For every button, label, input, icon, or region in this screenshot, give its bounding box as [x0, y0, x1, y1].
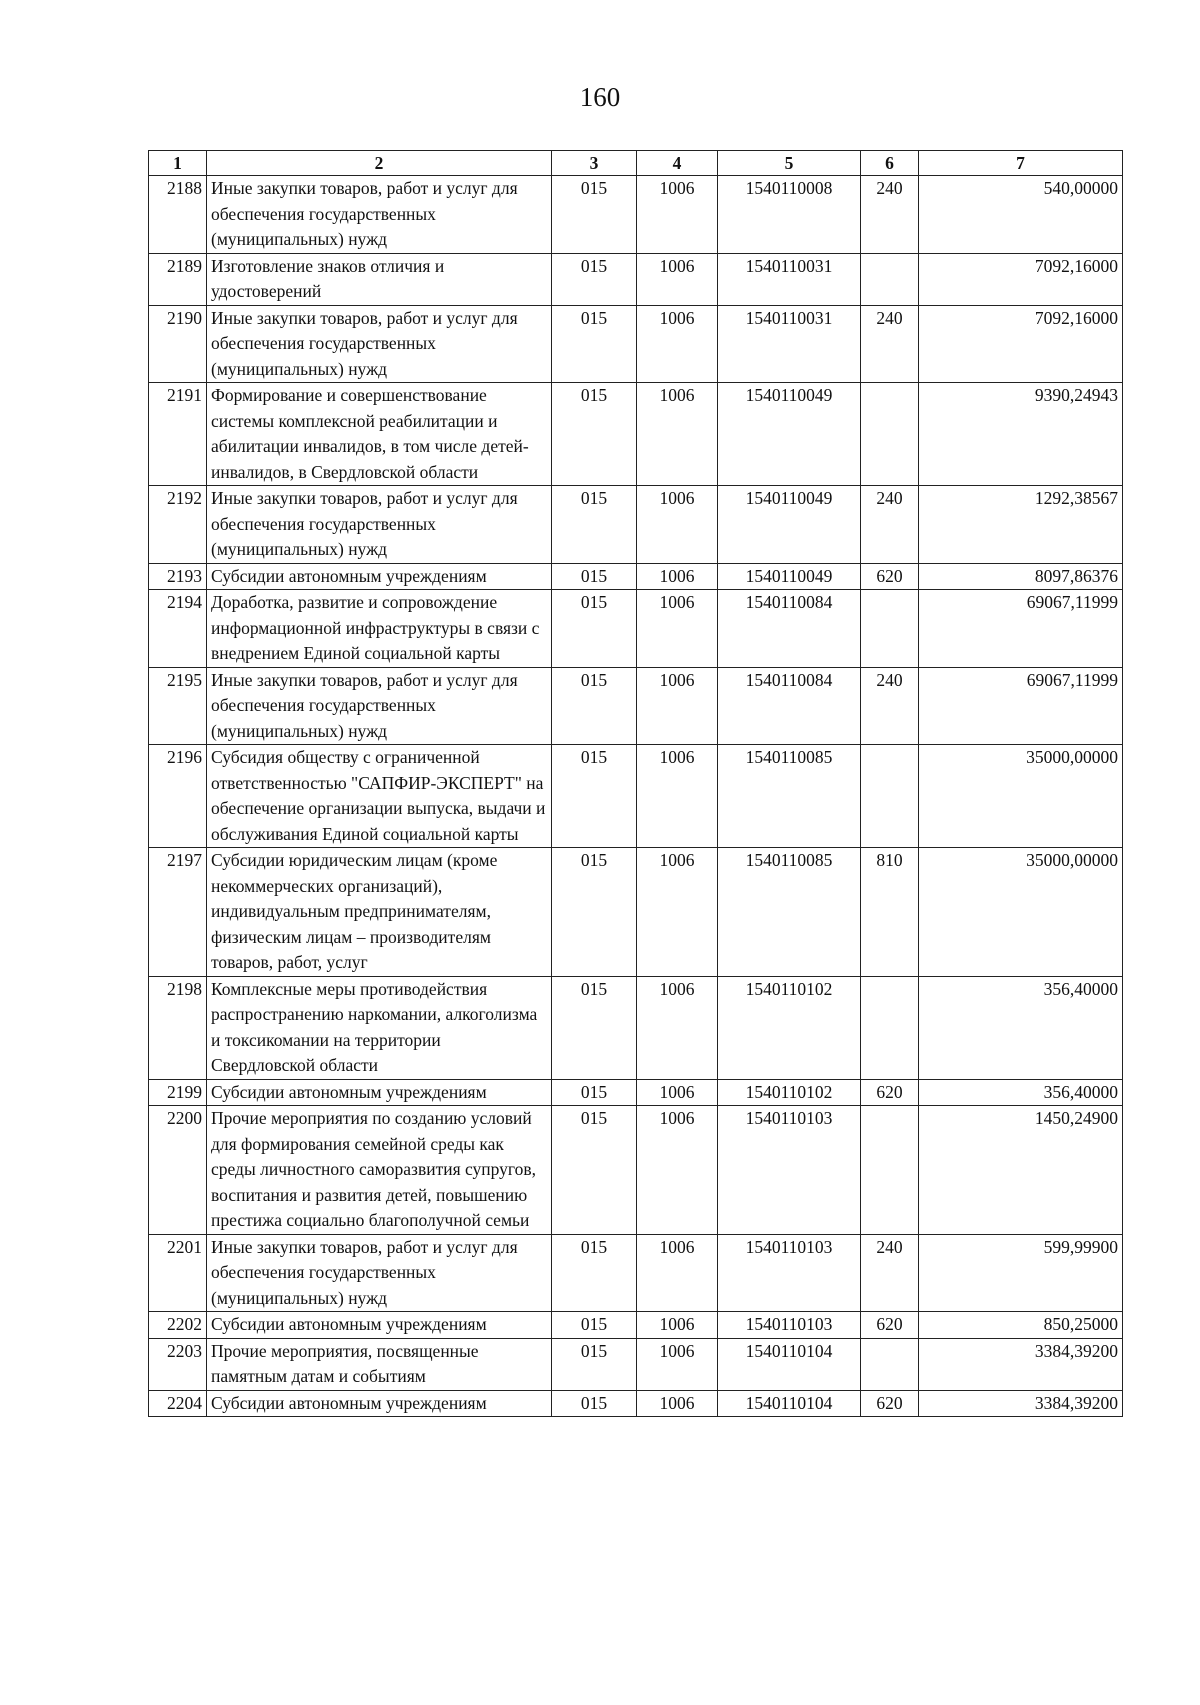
row-col3: 015 — [552, 563, 637, 590]
row-col4: 1006 — [637, 976, 718, 1079]
row-name: Субсидии автономным учреждениям — [207, 1079, 552, 1106]
row-number: 2193 — [149, 563, 207, 590]
row-name: Субсидия обществу с ограниченной ответственностью "САПФИР-ЭКСПЕРТ" на обеспечение организации выпуска, выдачи и обслуживания Единой социальной карты — [207, 745, 552, 848]
row-col6 — [861, 383, 919, 486]
table-row — [149, 486, 1123, 564]
row-name: Иные закупки товаров, работ и услуг для обеспечения государственных (муниципальных) нужд — [207, 1234, 552, 1312]
column-header: 3 — [552, 151, 637, 176]
row-col6: 620 — [861, 1312, 919, 1339]
table-row — [149, 1338, 1123, 1390]
row-col4: 1006 — [637, 745, 718, 848]
row-amount: 850,25000 — [919, 1312, 1123, 1339]
row-col4: 1006 — [637, 486, 718, 564]
column-header: 7 — [919, 151, 1123, 176]
row-col5: 1540110049 — [718, 563, 861, 590]
row-col3: 015 — [552, 745, 637, 848]
row-col4: 1006 — [637, 1234, 718, 1312]
row-col4: 1006 — [637, 667, 718, 745]
row-col5: 1540110031 — [718, 253, 861, 305]
row-col5: 1540110102 — [718, 976, 861, 1079]
row-number: 2201 — [149, 1234, 207, 1312]
table-row — [149, 1312, 1123, 1339]
row-number: 2188 — [149, 176, 207, 254]
table-row — [149, 1106, 1123, 1235]
row-amount: 1292,38567 — [919, 486, 1123, 564]
row-col3: 015 — [552, 486, 637, 564]
row-col4: 1006 — [637, 563, 718, 590]
table-row — [149, 1390, 1123, 1417]
table-row — [149, 848, 1123, 977]
row-col3: 015 — [552, 253, 637, 305]
row-number: 2203 — [149, 1338, 207, 1390]
table-row — [149, 1079, 1123, 1106]
column-header: 2 — [207, 151, 552, 176]
row-col5: 1540110104 — [718, 1338, 861, 1390]
row-name: Иные закупки товаров, работ и услуг для обеспечения государственных (муниципальных) нужд — [207, 176, 552, 254]
row-col4: 1006 — [637, 590, 718, 668]
row-col6 — [861, 590, 919, 668]
row-amount: 3384,39200 — [919, 1390, 1123, 1417]
row-amount: 7092,16000 — [919, 305, 1123, 383]
table-row — [149, 976, 1123, 1079]
row-name: Субсидии автономным учреждениям — [207, 1390, 552, 1417]
row-name: Доработка, развитие и сопровождение информационной инфраструктуры в связи с внедрением Единой социальной карты — [207, 590, 552, 668]
row-number: 2194 — [149, 590, 207, 668]
page-number: 160 — [579, 82, 621, 112]
row-amount: 356,40000 — [919, 976, 1123, 1079]
row-col3: 015 — [552, 1312, 637, 1339]
row-amount: 599,99900 — [919, 1234, 1123, 1312]
row-col6 — [861, 1338, 919, 1390]
row-col6 — [861, 253, 919, 305]
column-header: 6 — [861, 151, 919, 176]
row-col6: 620 — [861, 563, 919, 590]
row-amount: 1450,24900 — [919, 1106, 1123, 1235]
column-header: 1 — [149, 151, 207, 176]
table-body — [149, 176, 1123, 1417]
row-number: 2198 — [149, 976, 207, 1079]
row-col3: 015 — [552, 1106, 637, 1235]
row-amount: 9390,24943 — [919, 383, 1123, 486]
row-amount: 7092,16000 — [919, 253, 1123, 305]
row-name: Комплексные меры противодействия распространению наркомании, алкоголизма и токсикомании на территории Свердловской области — [207, 976, 552, 1079]
row-name: Субсидии автономным учреждениям — [207, 563, 552, 590]
row-amount: 540,00000 — [919, 176, 1123, 254]
row-col5: 1540110085 — [718, 848, 861, 977]
column-header: 5 — [718, 151, 861, 176]
budget-table — [148, 150, 1123, 1417]
table-row — [149, 176, 1123, 254]
row-amount: 69067,11999 — [919, 667, 1123, 745]
table-row — [149, 590, 1123, 668]
table-row — [149, 745, 1123, 848]
row-col3: 015 — [552, 590, 637, 668]
row-col3: 015 — [552, 383, 637, 486]
row-amount: 35000,00000 — [919, 848, 1123, 977]
table-row — [149, 253, 1123, 305]
row-col6 — [861, 745, 919, 848]
table-row — [149, 1234, 1123, 1312]
row-number: 2190 — [149, 305, 207, 383]
row-col6: 240 — [861, 667, 919, 745]
row-col3: 015 — [552, 1079, 637, 1106]
row-col6: 240 — [861, 1234, 919, 1312]
row-col5: 1540110085 — [718, 745, 861, 848]
row-name: Прочие мероприятия по созданию условий для формирования семейной среды как среды личностного саморазвития супругов, воспитания и развития детей, повышению престижа социально благополучной семьи — [207, 1106, 552, 1235]
table-row — [149, 667, 1123, 745]
row-col4: 1006 — [637, 1312, 718, 1339]
row-amount: 35000,00000 — [919, 745, 1123, 848]
row-col3: 015 — [552, 1338, 637, 1390]
row-amount: 8097,86376 — [919, 563, 1123, 590]
row-col5: 1540110104 — [718, 1390, 861, 1417]
row-col6: 240 — [861, 176, 919, 254]
column-header: 4 — [637, 151, 718, 176]
row-col6 — [861, 1106, 919, 1235]
row-col6: 240 — [861, 305, 919, 383]
row-col4: 1006 — [637, 305, 718, 383]
row-number: 2195 — [149, 667, 207, 745]
row-name: Изготовление знаков отличия и удостоверений — [207, 253, 552, 305]
row-col4: 1006 — [637, 176, 718, 254]
row-col5: 1540110103 — [718, 1234, 861, 1312]
row-number: 2202 — [149, 1312, 207, 1339]
row-col3: 015 — [552, 176, 637, 254]
row-col5: 1540110049 — [718, 383, 861, 486]
table-row — [149, 383, 1123, 486]
row-col6: 620 — [861, 1390, 919, 1417]
row-col4: 1006 — [637, 253, 718, 305]
row-col3: 015 — [552, 976, 637, 1079]
row-name: Иные закупки товаров, работ и услуг для обеспечения государственных (муниципальных) нужд — [207, 305, 552, 383]
row-col3: 015 — [552, 667, 637, 745]
row-col4: 1006 — [637, 1338, 718, 1390]
row-col5: 1540110103 — [718, 1312, 861, 1339]
row-name: Прочие мероприятия, посвященные памятным датам и событиям — [207, 1338, 552, 1390]
row-col5: 1540110103 — [718, 1106, 861, 1235]
row-amount: 356,40000 — [919, 1079, 1123, 1106]
row-col3: 015 — [552, 848, 637, 977]
row-col5: 1540110008 — [718, 176, 861, 254]
row-name: Субсидии юридическим лицам (кроме некоммерческих организаций), индивидуальным предпринимателям, физическим лицам – производителям товаров, работ, услуг — [207, 848, 552, 977]
row-col5: 1540110049 — [718, 486, 861, 564]
row-number: 2199 — [149, 1079, 207, 1106]
table-row — [149, 305, 1123, 383]
row-col3: 015 — [552, 1390, 637, 1417]
row-number: 2204 — [149, 1390, 207, 1417]
row-name: Субсидии автономным учреждениям — [207, 1312, 552, 1339]
row-col6: 620 — [861, 1079, 919, 1106]
row-amount: 3384,39200 — [919, 1338, 1123, 1390]
row-col3: 015 — [552, 1234, 637, 1312]
row-col3: 015 — [552, 305, 637, 383]
row-col5: 1540110031 — [718, 305, 861, 383]
row-col5: 1540110084 — [718, 590, 861, 668]
row-number: 2197 — [149, 848, 207, 977]
row-col6: 810 — [861, 848, 919, 977]
row-col4: 1006 — [637, 1390, 718, 1417]
row-col4: 1006 — [637, 1079, 718, 1106]
table-row — [149, 563, 1123, 590]
row-name: Иные закупки товаров, работ и услуг для обеспечения государственных (муниципальных) нужд — [207, 667, 552, 745]
row-number: 2200 — [149, 1106, 207, 1235]
row-number: 2192 — [149, 486, 207, 564]
row-name: Иные закупки товаров, работ и услуг для обеспечения государственных (муниципальных) нужд — [207, 486, 552, 564]
row-col5: 1540110084 — [718, 667, 861, 745]
row-name: Формирование и совершенствование системы комплексной реабилитации и абилитации инвалидов, в том числе детей-инвалидов, в Свердловской области — [207, 383, 552, 486]
row-col5: 1540110102 — [718, 1079, 861, 1106]
row-col6: 240 — [861, 486, 919, 564]
row-col6 — [861, 976, 919, 1079]
row-number: 2189 — [149, 253, 207, 305]
table-header-row — [149, 151, 1123, 176]
row-number: 2191 — [149, 383, 207, 486]
row-col4: 1006 — [637, 1106, 718, 1235]
row-amount: 69067,11999 — [919, 590, 1123, 668]
row-number: 2196 — [149, 745, 207, 848]
row-col4: 1006 — [637, 383, 718, 486]
row-col4: 1006 — [637, 848, 718, 977]
